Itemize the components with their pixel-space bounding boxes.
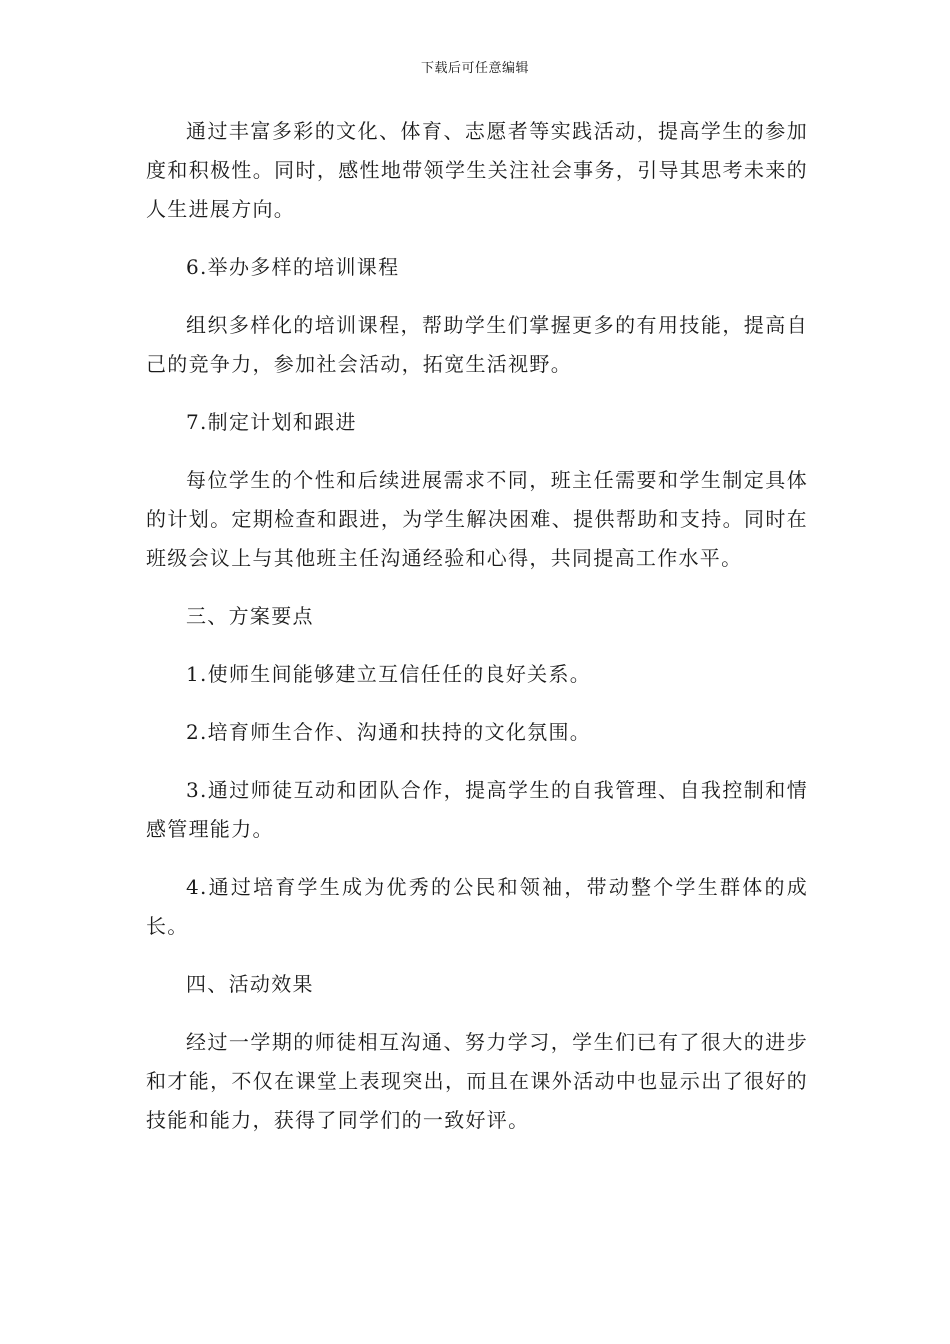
document-body <box>146 112 808 1140</box>
key-point-1: 1.使师生间能够建立互信任任的良好关系。 <box>186 662 592 686</box>
key-point-4: 4.通过培育学生成为优秀的公民和领袖，带动整个学生群体的成长。 <box>146 875 808 938</box>
key-point-3: 3.通过师徒互动和团队合作，提高学生的自我管理、自我控制和情感管理能力。 <box>146 778 808 841</box>
paragraph-activity-results: 经过一学期的师徒相互沟通、努力学习，学生们已有了很大的进步和才能，不仅在课堂上表现突出，而且在课外活动中也显示出了很好的技能和能力，获得了同学们的一致好评。 <box>146 1030 808 1132</box>
heading-key-points: 三、方案要点 <box>186 604 314 628</box>
heading-plan-followup: 7.制定计划和跟进 <box>186 410 357 434</box>
heading-training-courses: 6.举办多样的培训课程 <box>186 255 400 279</box>
paragraph-plan-followup: 每位学生的个性和后续进展需求不同，班主任需要和学生制定具体的计划。定期检查和跟进，为学生解决困难、提供帮助和支持。同时在班级会议上与其他班主任沟通经验和心得，共同提高工作水平。 <box>146 468 808 570</box>
paragraph-training-courses: 组织多样化的培训课程，帮助学生们掌握更多的有用技能，提高自己的竞争力，参加社会活动，拓宽生活视野。 <box>146 313 808 376</box>
heading-activity-results: 四、活动效果 <box>186 972 314 996</box>
header-note: 下载后可任意编辑 <box>420 61 529 76</box>
paragraph-activities: 通过丰富多彩的文化、体育、志愿者等实践活动，提高学生的参加度和积极性。同时，感性地带领学生关注社会事务，引导其思考未来的人生进展方向。 <box>146 119 808 221</box>
key-point-2: 2.培育师生合作、沟通和扶持的文化氛围。 <box>186 720 592 744</box>
